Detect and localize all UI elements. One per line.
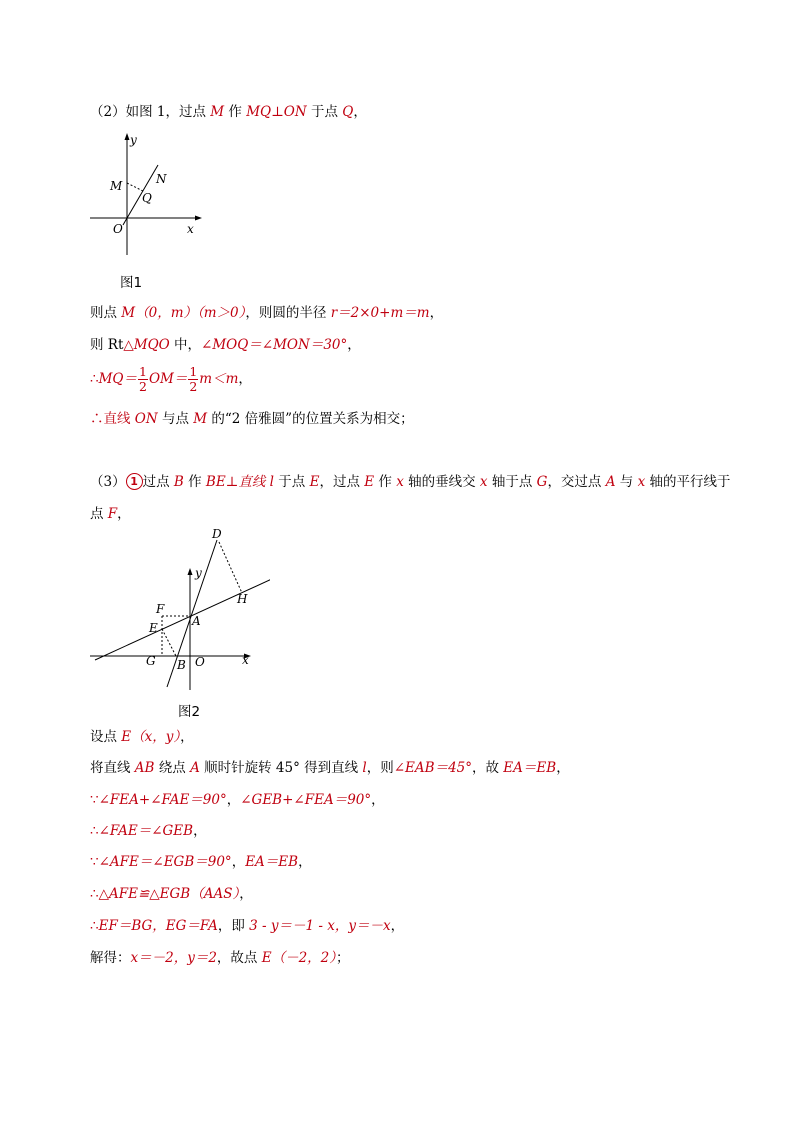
math: x＝－2，y＝2 <box>130 950 217 966</box>
text: ，过点 <box>319 474 365 490</box>
math: ∠GEB+∠FEA＝90° <box>240 792 372 808</box>
text: ， <box>193 823 207 839</box>
label-q: Q <box>142 191 152 205</box>
math: ∠EAB＝45° <box>393 760 472 776</box>
text: ∴ <box>90 918 99 934</box>
math: B <box>173 474 184 490</box>
text: 轴的平行线于 <box>645 474 731 490</box>
figure-1 <box>85 130 215 265</box>
math: l <box>362 760 367 776</box>
math: MQ⊥ON <box>246 104 307 120</box>
text: 轴于点 <box>487 474 537 490</box>
denominator: 2 <box>189 379 198 394</box>
math: OM＝ <box>148 371 188 387</box>
text: ∴ <box>90 371 99 387</box>
text: ∴ <box>90 886 99 902</box>
line-on <box>123 165 158 225</box>
text: ， <box>231 854 246 870</box>
label-e: E <box>149 621 158 635</box>
math: A <box>605 474 616 490</box>
text: 于点 <box>274 474 310 490</box>
fraction-half <box>188 365 198 394</box>
text: ， <box>239 886 253 902</box>
text: 点 <box>90 506 108 522</box>
label-h: H <box>237 592 248 606</box>
segment-eb <box>162 629 177 658</box>
part3-line-8 <box>90 949 350 967</box>
text: ，即 <box>217 918 250 934</box>
math: G <box>536 474 548 490</box>
text: ，则 <box>366 760 394 776</box>
math: ∠FAE＝∠GEB <box>98 823 194 839</box>
text: （3） <box>90 474 126 490</box>
text: ∵ <box>90 854 99 870</box>
part3-line-6 <box>90 885 253 903</box>
y-arrow-icon <box>188 568 193 575</box>
math: △AFE≌△EGB（AAS） <box>98 886 240 902</box>
text: ， <box>347 337 361 353</box>
text: 过点 <box>142 474 174 490</box>
part3-line-7 <box>90 917 404 935</box>
label-m: M <box>110 179 123 193</box>
text: ， <box>180 729 194 745</box>
math: EA＝EB <box>245 854 299 870</box>
math: EA＝EB <box>503 760 557 776</box>
text: （2）如图 1，过点 <box>90 104 211 120</box>
text: ∵ <box>90 792 99 808</box>
figure-2-caption: 图2 <box>178 704 201 720</box>
label-b: B <box>177 658 186 672</box>
text: 绕点 <box>154 760 191 776</box>
math: MQ＝ <box>98 371 137 387</box>
text: ，则圆的半径 <box>245 305 331 321</box>
text: 的“2 倍雅圆”的位置关系为相交 <box>207 411 401 427</box>
math: E（－2，2） <box>261 950 337 966</box>
text: 则点 <box>90 305 122 321</box>
text: 与 <box>615 474 638 490</box>
text: ， <box>226 792 241 808</box>
math: F <box>107 506 118 522</box>
label-y: y <box>130 133 137 147</box>
text: 轴的垂线交 <box>403 474 480 490</box>
text: 于点 <box>306 104 343 120</box>
math: M（0，m）（m＞0） <box>121 305 246 321</box>
part3-line-5 <box>90 853 312 871</box>
text: ， <box>429 305 444 321</box>
text: ； <box>400 411 414 427</box>
math: Q <box>342 104 354 120</box>
math: M <box>193 411 208 427</box>
math: 3 - y＝－1 - x，y＝－x <box>249 918 391 934</box>
math: m＜m <box>199 371 239 387</box>
text: ， <box>371 792 385 808</box>
label-n: N <box>156 172 167 186</box>
text: ； <box>336 950 350 966</box>
text: 中， <box>169 337 202 353</box>
math: M <box>210 104 225 120</box>
math: r＝2×0+m＝m <box>330 305 430 321</box>
figure-2 <box>85 525 270 695</box>
label-d: D <box>212 527 222 541</box>
text: 设点 <box>90 729 122 745</box>
part3-line-2 <box>90 759 570 777</box>
math: ∠FEA+∠FAE＝90° <box>98 792 227 808</box>
text: ，故点 <box>216 950 262 966</box>
math: x <box>396 474 404 490</box>
figure-1-caption: 图1 <box>120 275 143 291</box>
numerator: 1 <box>189 364 198 379</box>
text: 作 <box>224 104 247 120</box>
part3-intro-1 <box>90 473 731 491</box>
text: 则 Rt <box>90 337 124 353</box>
part3-intro-2 <box>90 505 131 523</box>
math: ON <box>134 411 158 427</box>
math: AB <box>134 760 155 776</box>
fraction-half <box>138 365 148 394</box>
text: 顺时针旋转 45° 得到直线 <box>199 760 363 776</box>
text: 解得： <box>90 950 131 966</box>
text: ， <box>298 854 312 870</box>
math: x <box>637 474 646 490</box>
text: ， <box>117 506 131 522</box>
part3-line-4 <box>90 822 207 840</box>
text: ， <box>390 918 405 934</box>
label-x: x <box>187 222 194 236</box>
math: A <box>190 760 200 776</box>
label-a: A <box>192 614 201 628</box>
math: x <box>479 474 488 490</box>
segment-dh <box>219 542 242 593</box>
label-y: y <box>195 566 202 580</box>
label-x: x <box>242 653 249 667</box>
label-o: O <box>113 222 123 236</box>
text: 与点 <box>157 411 194 427</box>
part3-line-3 <box>90 791 385 809</box>
math: E（x，y） <box>121 729 181 745</box>
math: △MQO <box>123 337 170 353</box>
text: ，故 <box>472 760 504 776</box>
label-f: F <box>156 602 165 616</box>
text: ，交过点 <box>547 474 606 490</box>
math: E <box>364 474 375 490</box>
part2-line-3 <box>90 364 252 394</box>
text: ∴直线 <box>90 411 135 427</box>
part3-line-1 <box>90 728 194 746</box>
text: 将直线 <box>90 760 135 776</box>
label-o: O <box>195 655 205 669</box>
math: ∠MOQ＝∠MON＝30° <box>201 337 348 353</box>
part2-line-4 <box>90 410 414 428</box>
math: EF＝BG，EG＝FA <box>98 918 218 934</box>
text: ， <box>353 104 367 120</box>
circled-one-icon: 1 <box>126 473 143 490</box>
text: ， <box>556 760 570 776</box>
math: E <box>309 474 320 490</box>
text: 作 <box>374 474 397 490</box>
math: ∠AFE＝∠EGB＝90° <box>98 854 232 870</box>
x-arrow-icon <box>195 216 202 221</box>
label-g: G <box>146 654 156 668</box>
y-arrow-icon <box>125 133 130 140</box>
denominator: 2 <box>138 379 147 394</box>
math: BE⊥直线 l <box>205 474 274 490</box>
part2-line-2 <box>90 336 361 354</box>
part2-line-1 <box>90 304 443 322</box>
numerator: 1 <box>138 364 147 379</box>
part2-intro <box>90 103 367 121</box>
text: ， <box>238 371 252 387</box>
text: ∴ <box>90 823 99 839</box>
line-l <box>95 578 270 660</box>
text: 作 <box>183 474 206 490</box>
